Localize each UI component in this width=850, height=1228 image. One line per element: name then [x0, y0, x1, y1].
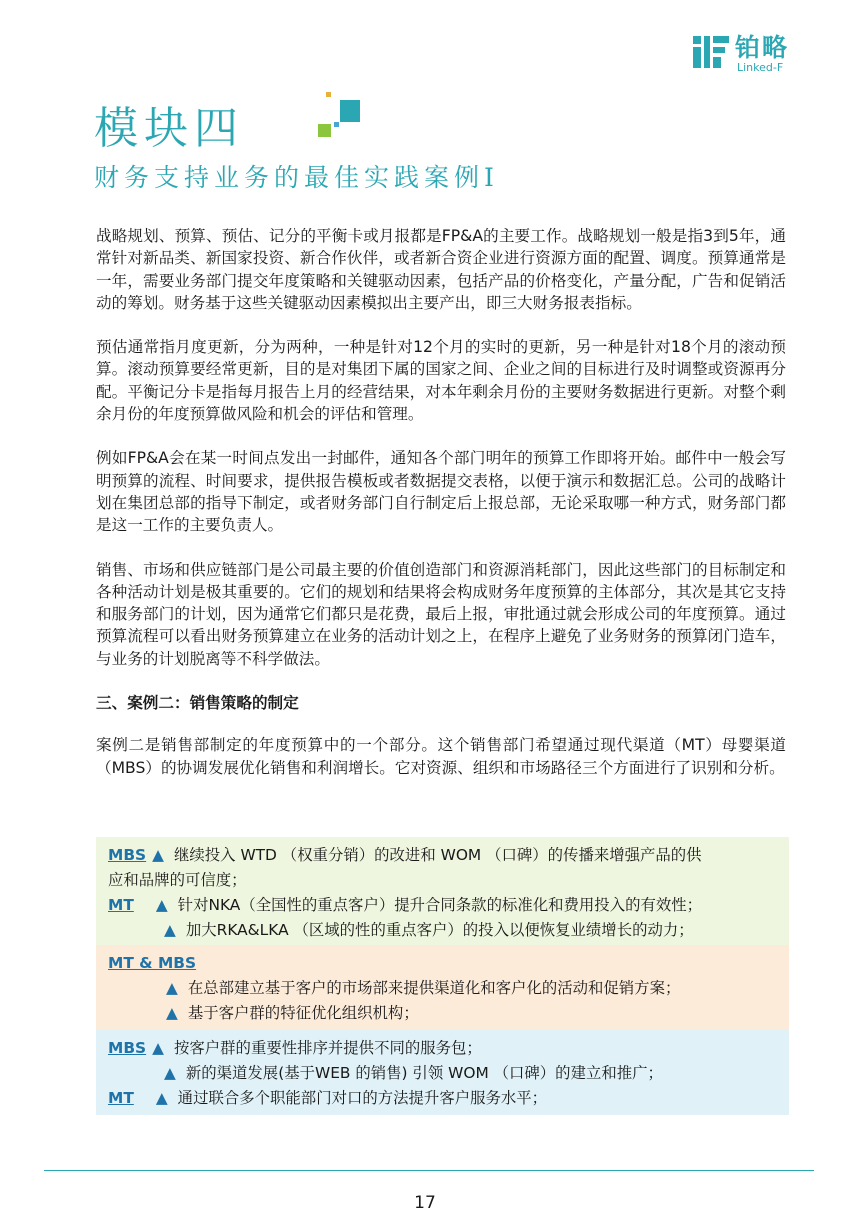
footer-divider [44, 1170, 814, 1171]
org-item-1: 在总部建立基于客户的市场部来提供渠道化和客户化的活动和促销方案； [187, 979, 681, 997]
paragraph-1: 战略规划、预算、预估、记分的平衡卡或月报都是FP&A的主要工作。战略规划一般是指3到5年，通常针对新品类、新国家投资、新合作伙伴，或者新合资企业进行资源方面的配置、调度。预算通常是一年，需要业务部门提交年度策略和关键驱动因素，包括产品的价格变化，产量分配，广告和促销活动的筹划。财务基于这些关键驱动因素模拟出主要产出，即三大财务报表指标。 [96, 227, 786, 312]
bullet-triangle-icon: ▲ [152, 846, 164, 864]
page-number: 17 [414, 1193, 436, 1213]
mbs-line [108, 843, 779, 868]
logo-name-en: Linked-F [737, 61, 784, 74]
body-text [96, 225, 786, 801]
mt-item-1: 通过联合多个职能部门对口的方法提升客户服务水平； [177, 1089, 548, 1107]
mt-tag: MT [108, 896, 134, 914]
mbs-item-1: 按客户群的重要性排序并提供不同的服务包； [173, 1039, 482, 1057]
strategy-box-market-path [96, 1030, 789, 1115]
mbs-tag: MBS [108, 846, 147, 864]
org-item-2-line [108, 1001, 779, 1026]
org-item-1-line [108, 976, 779, 1001]
paragraph-2: 预估通常指月度更新，分为两种，一种是针对12个月的实时的更新，另一种是针对18个月的滚动预算。滚动预算要经常更新，目的是对集团下属的国家之间、企业之间的目标进行及时调整或资源再分配。平衡记分卡是指每月报告上月的经营结果，对本年剩余月份的主要财务数据进行更新。对整个剩余月份的年度预算做风险和机会的评估和管理。 [96, 338, 786, 424]
module-title: 模块四 [94, 103, 244, 154]
logo-name-cn: 铂略 [735, 33, 790, 62]
bullet-triangle-icon: ▲ [155, 1089, 168, 1107]
mt-item-1: 针对NKA（全国性的重点客户）提升合同条款的标准化和费用投入的有效性； [177, 896, 703, 914]
mbs-text-line1: 继续投入 WTD （权重分销）的改进和 WOM （口碑）的传播来增强产品的供 [173, 846, 702, 864]
section-heading: 三、案例二：销售策略的制定 [96, 694, 299, 713]
section-paragraph: 案例二是销售部制定的年度预算中的一个部分。这个销售部门希望通过现代渠道（MT）母婴渠道（MBS）的协调发展优化销售和利润增长。它对资源、组织和市场路径三个方面进行了识别和分析。 [96, 736, 786, 777]
module-subtitle: 财务支持业务的最佳实践案例Ⅰ [94, 163, 499, 192]
brand-logo [693, 34, 813, 74]
strategy-box-organization [96, 945, 789, 1030]
mbs-line [108, 1036, 779, 1061]
bullet-triangle-icon: ▲ [155, 896, 168, 914]
mbs-item-2: 新的渠道发展(基于WEB 的销售) 引领 WOM （口碑）的建立和推广； [185, 1064, 663, 1082]
mt-mbs-tag: MT & MBS [108, 954, 197, 972]
bullet-triangle-icon: ▲ [166, 1004, 178, 1022]
mt-line [108, 1086, 779, 1111]
mt-tag: MT [108, 1089, 134, 1107]
bullet-triangle-icon: ▲ [164, 921, 176, 939]
bullet-triangle-icon: ▲ [164, 1064, 176, 1082]
strategy-box-resources [96, 837, 789, 945]
org-item-2: 基于客户群的特征优化组织机构； [187, 1004, 419, 1022]
bullet-triangle-icon: ▲ [152, 1039, 164, 1057]
decorative-squares-icon [316, 92, 364, 142]
bullet-triangle-icon: ▲ [166, 979, 178, 997]
paragraph-3: 例如FP&A会在某一时间点发出一封邮件，通知各个部门明年的预算工作即将开始。邮件中一般会写明预算的流程、时间要求，提供报告模板或者数据提交表格，以便于演示和数据汇总。公司的战略计划在集团总部的指导下制定，或者财务部门自行制定后上报总部，无论采取哪一种方式，财务部门都是这一工作的主要负责人。 [96, 449, 786, 535]
paragraph-4: 销售、市场和供应链部门是公司最主要的价值创造部门和资源消耗部门，因此这些部门的目标制定和各种活动计划是极其重要的。它们的规划和结果将会构成财务年度预算的主体部分，其次是其它支持和服务部门的计划，因为通常它们都只是花费，最后上报，审批通过就会形成公司的年度预算。通过预算流程可以看出财务预算建立在业务的活动计划之上，在程序上避免了业务财务的预算闭门造车，与业务的计划脱离等不科学做法。 [96, 560, 786, 668]
mt-mbs-line [108, 951, 779, 976]
mt-item-2-line [108, 918, 779, 943]
logo-mark-icon [693, 34, 729, 70]
mt-item-2: 加大RKA&LKA （区域的性的重点客户）的投入以便恢复业绩增长的动力； [185, 921, 694, 939]
mbs-line-continued: 应和品牌的可信度； [108, 871, 247, 889]
mbs-tag: MBS [108, 1039, 147, 1057]
mt-line [108, 893, 779, 918]
mbs-item-2-line [108, 1061, 779, 1086]
